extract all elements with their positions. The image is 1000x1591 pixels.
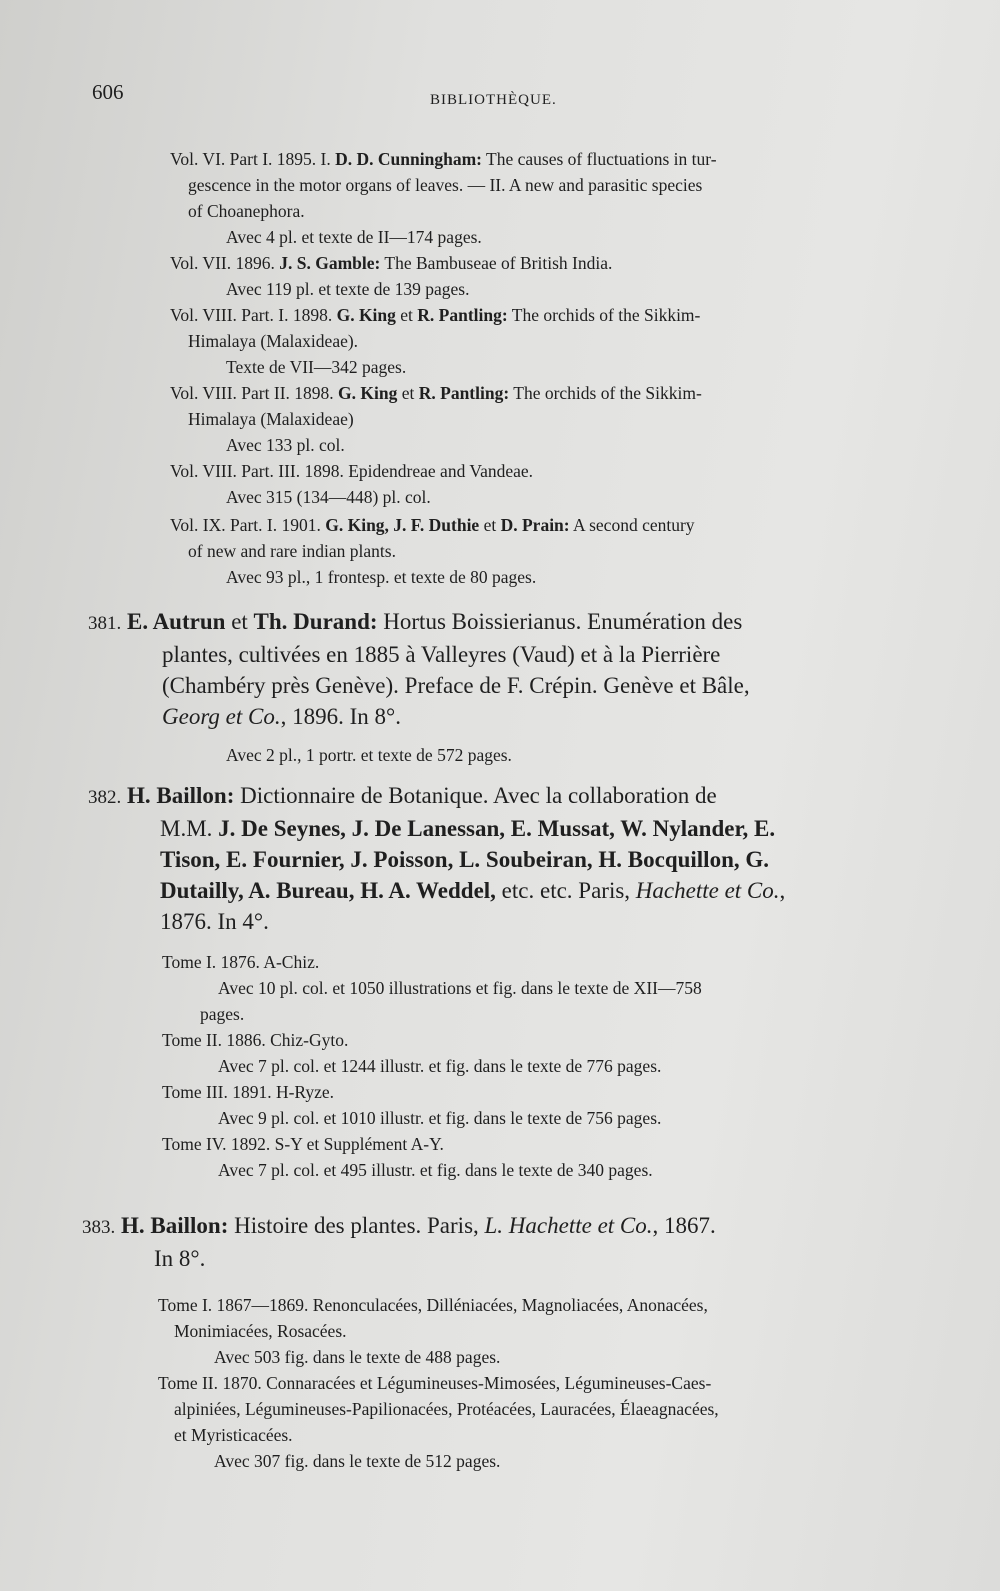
vol-text: The causes of fluctuations in tur- <box>486 149 717 169</box>
tome-title: et Myristicacées. <box>174 1425 293 1445</box>
vol-entry-viii-iii <box>170 458 533 510</box>
page-number: 606 <box>92 80 124 104</box>
publisher-name: Georg et Co. <box>162 704 281 729</box>
bibliography-entry-383 <box>82 1210 719 1474</box>
author-name: H. Baillon: <box>121 1213 229 1238</box>
vol-entry-viii-i <box>170 302 700 380</box>
tome-details: Avec 10 pl. col. et 1050 illustrations et fig. dans le texte de XII—758 <box>218 978 702 998</box>
entry-number: 382. <box>88 787 122 808</box>
vol-title: Vol. VIII. Part. I. 1898. <box>170 305 333 325</box>
tome-title: Tome II. 1870. Connaracées et Légumineuses-Mimosées, Légumineuses-Caes- <box>158 1373 712 1393</box>
vol-details: Avec 93 pl., 1 frontesp. et texte de 80 pages. <box>226 567 537 587</box>
vol-title: Vol. VI. Part I. 1895. I. <box>170 149 331 169</box>
entry-text: Dictionnaire de Botanique. Avec la collaboration de <box>240 783 717 808</box>
vol-text: The orchids of the Sikkim- <box>511 305 701 325</box>
running-head: BIBLIOTHÈQUE. <box>430 92 557 108</box>
tome-list <box>88 949 785 1183</box>
vol-text: of new and rare indian plants. <box>188 541 396 561</box>
entry-text: etc. etc. Paris, <box>501 878 631 903</box>
tome-title: Tome III. 1891. H-Ryze. <box>162 1082 335 1102</box>
publisher-name: Hachette et Co. <box>635 878 780 903</box>
entry-text: , 1896. In 8°. <box>280 704 401 729</box>
vol-text: The Bambuseae of British India. <box>384 253 613 273</box>
entry-details: Avec 2 pl., 1 portr. et texte de 572 pages. <box>226 745 512 765</box>
tome-details: Avec 9 pl. col. et 1010 illustr. et fig. dans le texte de 756 pages. <box>218 1108 662 1128</box>
collaborator-names: Dutailly, A. Bureau, H. A. Weddel, <box>160 878 496 903</box>
tome-title: Tome II. 1886. Chiz-Gyto. <box>162 1030 349 1050</box>
author-name: D. Prain: <box>500 515 570 535</box>
vol-text: The orchids of the Sikkim- <box>513 383 702 403</box>
vol-text: Himalaya (Malaxideae). <box>188 331 359 351</box>
tome-list <box>82 1292 719 1474</box>
entry-text: , 1867. <box>652 1213 716 1238</box>
tome-title: Tome I. 1876. A-Chiz. <box>162 952 320 972</box>
entry-number: 381. <box>88 613 122 634</box>
entry-text: plantes, cultivées en 1885 à Valleyres (Vaud) et à la Pierrière <box>162 642 721 667</box>
vol-title: Vol. VII. 1896. <box>170 253 275 273</box>
author-name: J. S. Gamble: <box>279 253 381 273</box>
tome-title: Tome I. 1867—1869. Renonculacées, Dilléniacées, Magnoliacées, Anonacées, <box>158 1295 708 1315</box>
tome-title: alpiniées, Légumineuses-Papilionacées, Protéacées, Lauracées, Élaeagnacées, <box>174 1399 719 1419</box>
bibliography-entry-381 <box>88 606 750 768</box>
vol-entry-vii <box>170 250 612 302</box>
author-name: G. King <box>338 383 398 403</box>
vol-details: Avec 119 pl. et texte de 139 pages. <box>226 279 470 299</box>
vol-details: Texte de VII—342 pages. <box>226 357 407 377</box>
entry-text: Histoire des plantes. Paris, <box>234 1213 479 1238</box>
entry-text: et <box>231 609 248 634</box>
vol-details: Avec 133 pl. col. <box>226 435 345 455</box>
tome-title: Monimiacées, Rosacées. <box>174 1321 347 1341</box>
author-name: R. Pantling: <box>418 383 510 403</box>
vol-title: Vol. VIII. Part II. 1898. <box>170 383 334 403</box>
author-name: G. King, J. F. Duthie <box>325 515 480 535</box>
vol-text: et <box>400 305 413 325</box>
vol-text: gescence in the motor organs of leaves. — II. A new and parasitic species <box>188 175 703 195</box>
vol-text: Himalaya (Malaxideae) <box>188 409 354 429</box>
vol-text: et <box>401 383 415 403</box>
entry-text: In 8°. <box>154 1246 206 1271</box>
author-name: E. Autrun <box>127 609 226 634</box>
vol-text: A second century <box>573 515 695 535</box>
entry-number: 383. <box>82 1217 116 1238</box>
entry-text: 1876. In 4°. <box>160 909 269 934</box>
vol-title: Vol. VIII. Part. III. 1898. Epidendreae and Vandeae. <box>170 461 534 481</box>
author-name: H. Baillon: <box>127 783 235 808</box>
vol-text: et <box>483 515 497 535</box>
tome-details: Avec 307 fig. dans le texte de 512 pages. <box>214 1451 501 1471</box>
tome-details: Avec 503 fig. dans le texte de 488 pages. <box>214 1347 501 1367</box>
tome-title: Tome IV. 1892. S-Y et Supplément A-Y. <box>162 1134 444 1154</box>
tome-details: Avec 7 pl. col. et 495 illustr. et fig. dans le texte de 340 pages. <box>218 1160 653 1180</box>
author-name: G. King <box>336 305 396 325</box>
vol-entry-viii-ii <box>170 380 702 458</box>
collaborator-names: Tison, E. Fournier, J. Poisson, L. Soubeiran, H. Bocquillon, G. <box>160 847 770 872</box>
tome-details: pages. <box>200 1004 245 1024</box>
author-name: D. D. Cunningham: <box>335 149 482 169</box>
entry-text: , <box>779 878 786 903</box>
vol-entry-ix <box>170 512 695 590</box>
tome-details: Avec 7 pl. col. et 1244 illustr. et fig. dans le texte de 776 pages. <box>218 1056 662 1076</box>
author-name: Th. Durand: <box>253 609 378 634</box>
vol-title: Vol. IX. Part. I. 1901. <box>170 515 321 535</box>
publisher-name: L. Hachette et Co. <box>484 1213 653 1238</box>
vol-details: Avec 4 pl. et texte de II—174 pages. <box>226 227 482 247</box>
entry-text: Hortus Boissierianus. Enumération des <box>383 609 743 634</box>
vol-line <box>170 146 717 172</box>
author-name: R. Pantling: <box>417 305 508 325</box>
bibliography-entry-382 <box>88 780 785 1183</box>
entry-text: (Chambéry près Genève). Preface de F. Crépin. Genève et Bâle, <box>162 673 750 698</box>
vol-entry-vi <box>170 146 717 250</box>
collaborator-names: J. De Seynes, J. De Lanessan, E. Mussat, W. Nylander, E. <box>218 816 776 841</box>
vol-details: Avec 315 (134—448) pl. col. <box>226 487 431 507</box>
entry-text: M.M. <box>160 816 213 841</box>
vol-text: of Choanephora. <box>188 201 305 221</box>
